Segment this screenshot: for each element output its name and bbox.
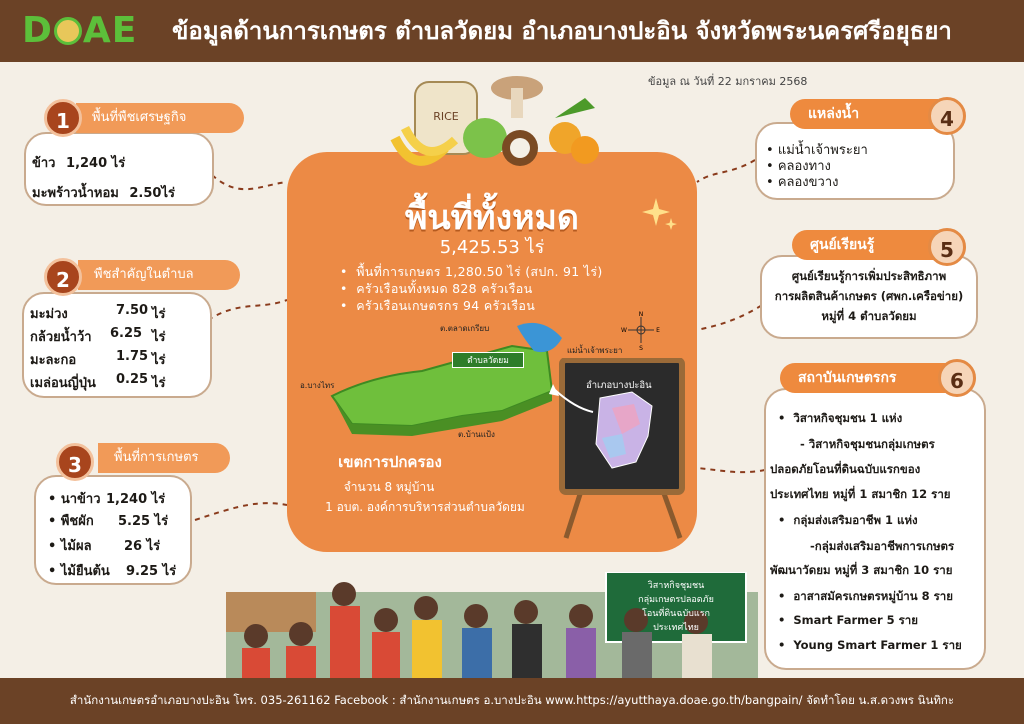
map-label-west: อ.บางไทร: [300, 381, 335, 390]
area-vegetables: • พืชผัก 5.25 ไร่: [48, 514, 169, 529]
crop-mango: มะม่วง 7.50 ไร่: [30, 303, 166, 322]
map-label-north: ต.ตลาดเกรียบ: [440, 324, 490, 333]
learning-center-line: ศูนย์เรียนรู้การเพิ่มประสิทธิภาพ: [791, 269, 947, 283]
section-2-number: 2: [44, 258, 82, 296]
total-area-value: 5,425.53 ไร่: [439, 237, 545, 258]
map-label-river: แม่น้ำเจ้าพระยา: [567, 346, 623, 355]
institution-line: • วิสาหกิจชุมชน 1 แห่ง: [778, 411, 903, 425]
section-5-number: 5: [928, 228, 966, 266]
institution-line: ปลอดภัยโอนที่ดินฉบับแรกของ: [770, 462, 921, 476]
institution-line: • อาสาสมัครเกษตรหมู่บ้าน 8 ราย: [778, 589, 953, 603]
institution-line: • Smart Farmer 5 ราย: [778, 613, 919, 627]
produce-illustration: [385, 68, 615, 178]
institution-line: - วิสาหกิจชุมชนกลุ่มเกษตร: [800, 437, 935, 451]
water-item: • คลองขวาง: [766, 175, 839, 190]
institution-line: ประเทศไทย หมู่ที่ 1 สมาชิก 12 ราย: [770, 487, 951, 501]
doae-logo: D AE: [22, 10, 138, 51]
institution-line: • Young Smart Farmer 1 ราย: [778, 638, 962, 652]
compass-icon: [620, 309, 662, 351]
compass-n: N: [638, 311, 644, 318]
compass-w: W: [621, 327, 627, 334]
water-source-tag: แหล่งน้ำ: [790, 99, 938, 129]
section-4-number: 4: [928, 97, 966, 135]
rice-sack-label: RICE: [433, 110, 459, 123]
crop-papaya: มะละกอ 1.75 ไร่: [30, 349, 166, 368]
institution-line: พัฒนาวัดยม หมู่ที่ 3 สมาชิก 10 ราย: [770, 563, 953, 577]
subdistrict-badge: ตำบลวัดยม: [452, 352, 524, 368]
learning-center-line: หมู่ที่ 4 ตำบลวัดยม: [821, 309, 917, 323]
data-date: ข้อมูล ณ วันที่ 22 มกราคม 2568: [648, 75, 808, 88]
farmer-institutions-tag: สถาบันเกษตรกร: [780, 363, 948, 393]
institution-line: • กลุ่มส่งเสริมอาชีพ 1 แห่ง: [778, 513, 918, 527]
photo-sign-line: ประเทศไทย: [653, 623, 699, 633]
farmer-group-photo: [226, 572, 758, 678]
crop-banana: กล้วยน้ำว้า 6.25 ไร่: [30, 326, 166, 345]
center-bullet: • ครัวเรือนทั้งหมด 828 ครัวเรือน: [340, 281, 533, 296]
important-crops-tag: พืชสำคัญในตำบล: [78, 260, 240, 290]
compass-e: E: [656, 327, 660, 334]
map-label-south: ต.บ้านแป้ง: [458, 430, 495, 439]
learning-center-tag: ศูนย์เรียนรู้: [792, 230, 940, 260]
photo-sign-line: กลุ่มเกษตรปลอดภัย: [638, 595, 714, 605]
footer-contact: สำนักงานเกษตรอำเภอบางปะอิน โทร. 035-261162 Facebook : สำนักงานเกษตร อ.บางปะอิน www.https://ayutthaya.doae.go.th/bangpain/ จัดทำโดย น.ส.ดวงพร นินทิกะ: [69, 693, 955, 707]
section-6-number: 6: [938, 359, 976, 397]
section-1-number: 1: [44, 99, 82, 137]
agri-area-tag: พื้นที่การเกษตร: [98, 443, 230, 473]
photo-sign-line: วิสาหกิจชุมชน: [647, 581, 705, 591]
economic-crops-tag: พื้นที่พืชเศรษฐกิจ: [76, 103, 244, 133]
crop-rice: ข้าว 1,240 ไร่: [32, 156, 126, 171]
page-title: ข้อมูลด้านการเกษตร ตำบลวัดยม อำเภอบางปะอิน จังหวัดพระนครศรีอยุธยา: [172, 17, 952, 45]
center-bullet: • พื้นที่การเกษตร 1,280.50 ไร่ (สปก. 91 ไร่): [340, 264, 603, 279]
photo-sign-line: โอนที่ดินฉบับแรก: [642, 609, 710, 619]
water-item: • แม่น้ำเจ้าพระยา: [766, 143, 868, 158]
area-rice-field: • นาข้าว 1,240 ไร่: [48, 492, 166, 507]
admin-title: เขตการปกครอง: [338, 453, 442, 471]
learning-center-line: การผลิตสินค้าเกษตร (ศพก.เครือข่าย): [774, 289, 964, 303]
institution-line: -กลุ่มส่งเสริมอาชีพการเกษตร: [810, 539, 955, 553]
area-perennials: • ไม้ยืนต้น 9.25 ไร่: [48, 564, 177, 579]
crop-melon: เมล่อนญี่ปุ่น 0.25 ไร่: [30, 372, 166, 391]
section-3-number: 3: [56, 443, 94, 481]
admin-line: 1 อบต. องค์การบริหารส่วนตำบลวัดยม: [325, 500, 525, 514]
district-board-label: อำเภอบางปะอิน: [586, 380, 652, 391]
crop-coconut: มะพร้าวน้ำหอม 2.50ไร่: [32, 186, 175, 201]
total-area-title: พื้นที่ทั้งหมด: [405, 198, 579, 238]
admin-line: จำนวน 8 หมู่บ้าน: [343, 480, 435, 494]
area-fruit-trees: • ไม้ผล 26 ไร่: [48, 539, 161, 554]
water-item: • คลองทาง: [766, 159, 831, 174]
compass-s: S: [639, 345, 643, 351]
center-bullet: • ครัวเรือนเกษตรกร 94 ครัวเรือน: [340, 298, 536, 313]
sparkle-icon: [642, 196, 678, 232]
arrow-icon: [545, 380, 605, 420]
footer-bar: [0, 678, 1024, 724]
